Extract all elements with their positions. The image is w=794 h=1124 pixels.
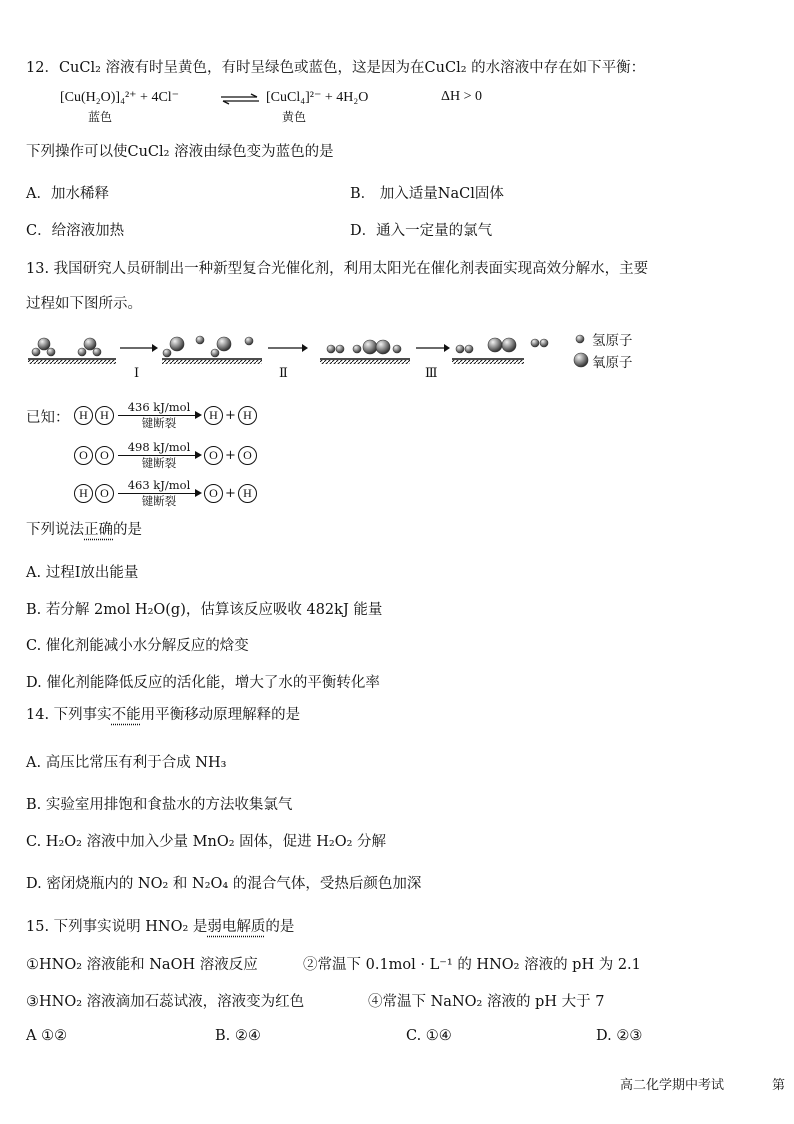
footer-page: 第 [772,1078,786,1093]
q15-stem-pre: 15. 下列事实说明 HNO₂ 是 [26,919,208,935]
q12-option-d: D．通入一定量的氯气 [350,223,493,239]
bond-action: 键断裂 [141,456,177,470]
q15-stem-emphasis: 弱电解质 [207,919,266,935]
q15-option-c: C. ①④ [406,1028,452,1044]
bond-action: 键断裂 [141,494,177,508]
oxygen-atom-icon [363,340,377,354]
hydrogen-atom-icon [336,345,344,353]
atom-circle: H [238,406,257,425]
oxygen-legend-icon [572,351,590,369]
q14-option-b: B. 实验室用排饱和食盐水的方法收集氯气 [26,797,293,813]
hydrogen-atom-icon [353,345,361,353]
atom-circle: O [74,446,93,465]
q14-stem-pre: 14. 下列事实 [26,707,112,723]
q12-question: 下列操作可以使CuCl₂ 溶液由绿色变为蓝色的是 [26,144,334,160]
step-label-3: Ⅲ [425,366,438,381]
q12-option-c: C．给溶液加热 [26,223,125,239]
bond-energy: 498 kJ/mol [127,440,191,454]
hydrogen-atom-icon [540,339,548,347]
atom-circle: H [95,406,114,425]
q12-label-blue: 蓝色 [88,110,113,124]
bond-row-hh [74,401,257,430]
water-molecule-icon [32,338,55,356]
q13-question-emphasis: 正确 [84,522,113,538]
known-label: 已知： [26,410,70,426]
q15-item-3: ③HNO₂ 溶液滴加石蕊试液，溶液变为红色 [26,994,305,1010]
q13-question-pre: 下列说法 [26,522,84,538]
q15-option-d: D. ②③ [596,1028,643,1044]
oxygen-atom-icon [376,340,390,354]
atom-circle: H [74,484,93,503]
oxygen-atom-icon [217,337,231,351]
water-splitting-process-diagram [24,326,584,378]
q15-item-2: ②常温下 0.1mol · L⁻¹ 的 HNO₂ 溶液的 pH 为 2.1 [303,957,641,973]
q13-stem-line1: 13. 我国研究人员研制出一种新型复合光催化剂，利用太阳光在催化剂表面实现高效分解水，主要 [26,261,649,277]
plus-sign: + [225,408,236,423]
legend-hydrogen: 氢原子 [592,333,633,349]
hydrogen-atom-icon [196,336,204,344]
q14-option-d: D. 密闭烧瓶内的 NO₂ 和 N₂O₄ 的混合气体，受热后颜色加深 [26,876,422,892]
atom-circle: O [95,446,114,465]
atom-circle: O [95,484,114,503]
oxygen-atom-icon [170,337,184,351]
atom-circle: O [204,446,223,465]
q12-label-yellow: 黄色 [282,110,307,124]
q15-item-4: ④常温下 NaNO₂ 溶液的 pH 大于 7 [368,994,605,1010]
q13-option-a: A. 过程Ⅰ放出能量 [26,565,139,581]
q13-option-c: C. 催化剂能减小水分解反应的焓变 [26,638,249,654]
q15-stem [26,915,294,936]
q14-option-c: C. H₂O₂ 溶液中加入少量 MnO₂ 固体，促进 H₂O₂ 分解 [26,834,387,850]
q13-question-post: 的是 [113,522,142,538]
hydrogen-atom-icon [163,349,171,357]
step-label-2: Ⅱ [279,366,288,381]
q13-stem-line2: 过程如下图所示。 [26,296,142,312]
q14-stem [26,703,300,724]
atom-circle: H [204,406,223,425]
plus-sign: + [225,448,236,463]
q12-option-b: B． 加入适量NaCl固体 [350,186,504,202]
plus-sign: + [225,486,236,501]
atom-circle: O [238,446,257,465]
oxygen-atom-icon [488,338,502,352]
q15-item-1: ①HNO₂ 溶液能和 NaOH 溶液反应 [26,957,258,973]
hydrogen-legend-icon [572,331,588,347]
q12-equation-right: [CuCl₄]²⁻ + 4H₂O [266,90,369,105]
water-molecule-icon [78,338,101,356]
q14-stem-emphasis: 不能 [111,707,141,723]
q12-delta-h: ΔH > 0 [441,89,483,104]
bond-energy: 436 kJ/mol [127,400,191,414]
atom-circle: H [74,406,93,425]
q14-option-a: A. 高压比常压有利于合成 NH₃ [26,755,227,771]
atom-circle: H [238,484,257,503]
bond-row-ho [74,479,257,508]
q13-question [26,518,142,539]
bond-action: 键断裂 [141,416,177,430]
q13-option-b: B. 若分解 2mol H₂O(g)，估算该反应吸收 482kJ 能量 [26,602,383,618]
hydrogen-atom-icon [211,349,219,357]
q15-option-a: A ①② [26,1028,68,1044]
legend-oxygen: 氧原子 [592,355,633,371]
hydrogen-atom-icon [531,339,539,347]
footer-title: 高二化学期中考试 [620,1078,725,1093]
q12-stem: 12．CuCl₂ 溶液有时呈黄色，有时呈绿色或蓝色，这是因为在CuCl₂ 的水溶液中存在如下平衡： [26,60,646,76]
oxygen-atom-icon [502,338,516,352]
hydrogen-atom-icon [456,345,464,353]
q15-option-b: B. ②④ [215,1028,261,1044]
bond-energy: 463 kJ/mol [127,478,191,492]
hydrogen-atom-icon [245,337,253,345]
step-label-1: Ⅰ [134,366,140,381]
hydrogen-atom-icon [465,345,473,353]
hydrogen-atom-icon [393,345,401,353]
hydrogen-atom-icon [327,345,335,353]
equilibrium-arrow-icon [219,93,261,105]
bond-row-oo [74,441,257,470]
q15-stem-post: 的是 [265,919,295,935]
q12-equation-left: [Cu(H₂O)]₄²⁺ + 4Cl⁻ [60,90,180,105]
atom-circle: O [204,484,223,503]
q14-stem-post: 用平衡移动原理解释的是 [140,707,301,723]
q13-option-d: D. 催化剂能降低反应的活化能，增大了水的平衡转化率 [26,675,380,691]
q12-option-a: A．加水稀释 [26,186,109,202]
